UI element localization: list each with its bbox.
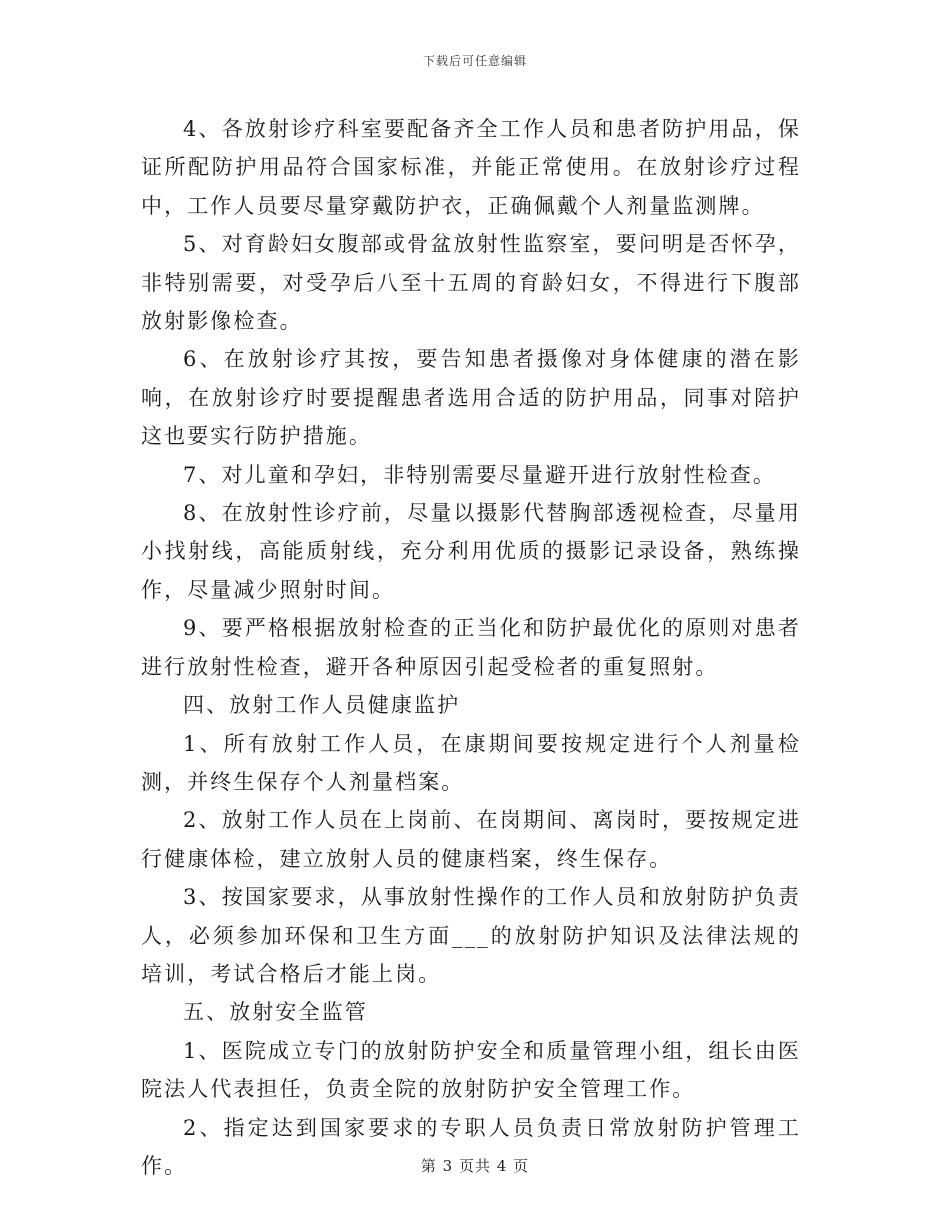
paragraph-item-7-children-pregnant: 7、对儿童和孕妇，非特别需要尽量避开进行放射性检查。 (183, 462, 776, 487)
section-heading-health-monitoring: 四、放射工作人员健康监护 (183, 693, 461, 718)
section-heading-safety-supervision: 五、放射安全监管 (183, 1000, 368, 1025)
paragraph-health-1-dose-monitoring: 1、所有放射工作人员，在康期间要按规定进行个人剂量检测，并终生保存个人剂量档案。 (141, 731, 801, 794)
paragraph-item-6-inform-patients: 6、在放射诊疗其按，要告知患者摄像对身体健康的潜在影响，在放射诊疗时要提醒患者选用合适的防护用品，同事对陪护这也要实行防护措施。 (141, 347, 801, 449)
page-header: 下载后可任意编辑 (422, 54, 527, 68)
page-number: 第 3 页共 4 页 (420, 1157, 530, 1175)
document-body (141, 110, 801, 1185)
paragraph-safety-2-designated-staff: 2、指定达到国家要求的专职人员负责日常放射防护管理工作。 (141, 1115, 801, 1178)
paragraph-item-9-justification: 9、要严格根据放射检查的正当化和防护最优化的原则对患者进行放射性检查，避开各种原因引起受检者的重复照射。 (141, 616, 801, 679)
paragraph-safety-1-management-group: 1、医院成立专门的放射防护安全和质量管理小组，组长由医院法人代表担任，负责全院的放射防护安全管理工作。 (141, 1038, 801, 1102)
paragraph-health-3-training: 3、按国家要求，从事放射性操作的工作人员和放射防护负责人，必须参加环保和卫生方面___的放射防护知识及法律法规的培训，考试合格后才能上岗。 (141, 885, 801, 986)
paragraph-health-2-medical-exam: 2、放射工作人员在上岗前、在岗期间、离岗时，要按规定进行健康体检，建立放射人员的健康档案，终生保存。 (141, 808, 801, 871)
paragraph-item-5-childbearing-women: 5、对育龄妇女腹部或骨盆放射性监察室，要问明是否怀孕，非特别需要，对受孕后八至十五周的育龄妇女，不得进行下腹部放射影像检查。 (141, 232, 801, 334)
paragraph-item-8-reduce-exposure: 8、在放射性诊疗前，尽量以摄影代替胸部透视检查，尽量用小找射线，高能质射线，充分利用优质的摄影记录设备，熟练操作，尽量减少照射时间。 (141, 501, 801, 602)
paragraph-item-4-protective-equipment: 4、各放射诊疗科室要配备齐全工作人员和患者防护用品，保证所配防护用品符合国家标准，并能正常使用。在放射诊疗过程中，工作人员要尽量穿戴防护衣，正确佩戴个人剂量监测牌。 (141, 117, 801, 218)
